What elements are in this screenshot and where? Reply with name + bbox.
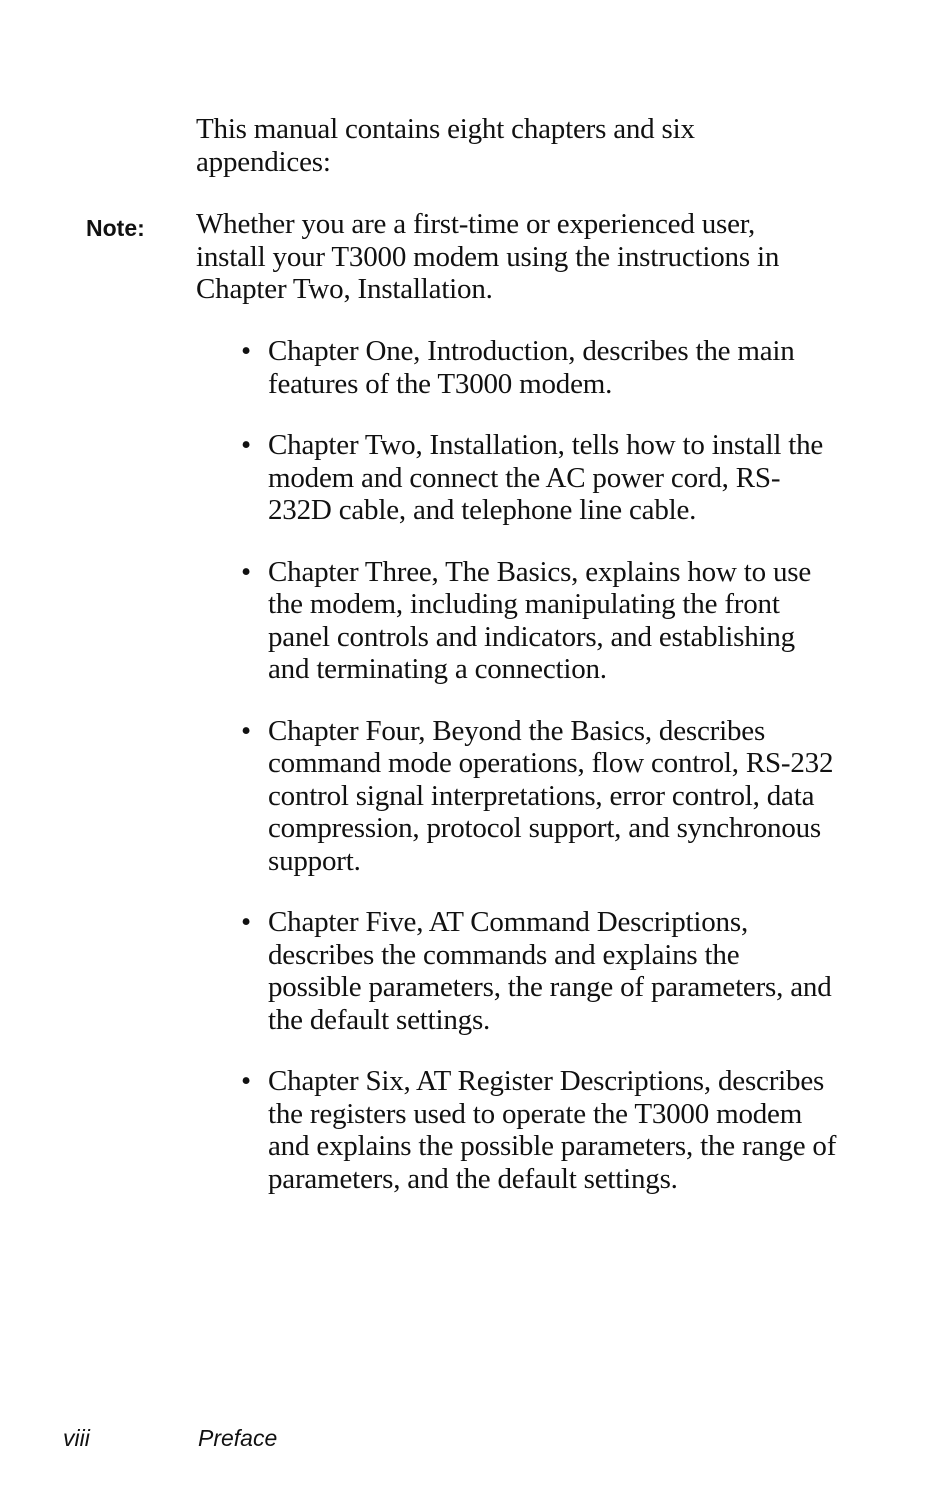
chapter-description: Chapter Two, Installation, tells how to install the modem and connect the AC power cord, RS-232D cable, and telephone line cable. (268, 429, 824, 526)
chapter-item-six (238, 1065, 838, 1195)
chapter-item-four (238, 715, 838, 878)
bullet-icon: • (241, 555, 251, 588)
bullet-icon: • (241, 1065, 251, 1097)
chapter-description: Chapter Five, AT Command Descriptions, describes the commands and explains the possible parameters, the range of parameters, and the default settings. (268, 906, 832, 1036)
intro-paragraph: This manual contains eight chapters and six appendices: (196, 113, 695, 178)
bullet-icon: • (241, 906, 251, 938)
chapter-description: Chapter Four, Beyond the Basics, describes command mode operations, flow control, RS-232 control signal interpretations, error control, data compression, protocol support, and synchronous support. (268, 714, 834, 877)
chapter-description: Chapter Three, The Basics, explains how to use the modem, including manipulating the front panel controls and indicators, and establishing and terminating a connection. (268, 555, 812, 685)
page-number: viii (63, 1425, 90, 1451)
chapter-item-one (238, 335, 838, 400)
note-text: Whether you are a first-time or experienced user, install your T3000 modem using the instructions in Chapter Two, Installation. (196, 208, 780, 305)
chapter-list (238, 335, 838, 1224)
chapter-item-five (238, 906, 838, 1036)
section-title: Preface (198, 1425, 278, 1451)
chapter-description: Chapter Six, AT Register Descriptions, describes the registers used to operate the T3000 modem and explains the possible parameters, the range of parameters, and the default settings. (268, 1065, 837, 1195)
bullet-icon: • (241, 335, 251, 367)
note-label: Note: (86, 215, 145, 241)
chapter-description: Chapter One, Introduction, describes the main features of the T3000 modem. (268, 335, 795, 400)
bullet-icon: • (241, 429, 251, 461)
bullet-icon: • (241, 714, 251, 747)
chapter-item-three (238, 556, 838, 686)
chapter-item-two (238, 429, 838, 527)
